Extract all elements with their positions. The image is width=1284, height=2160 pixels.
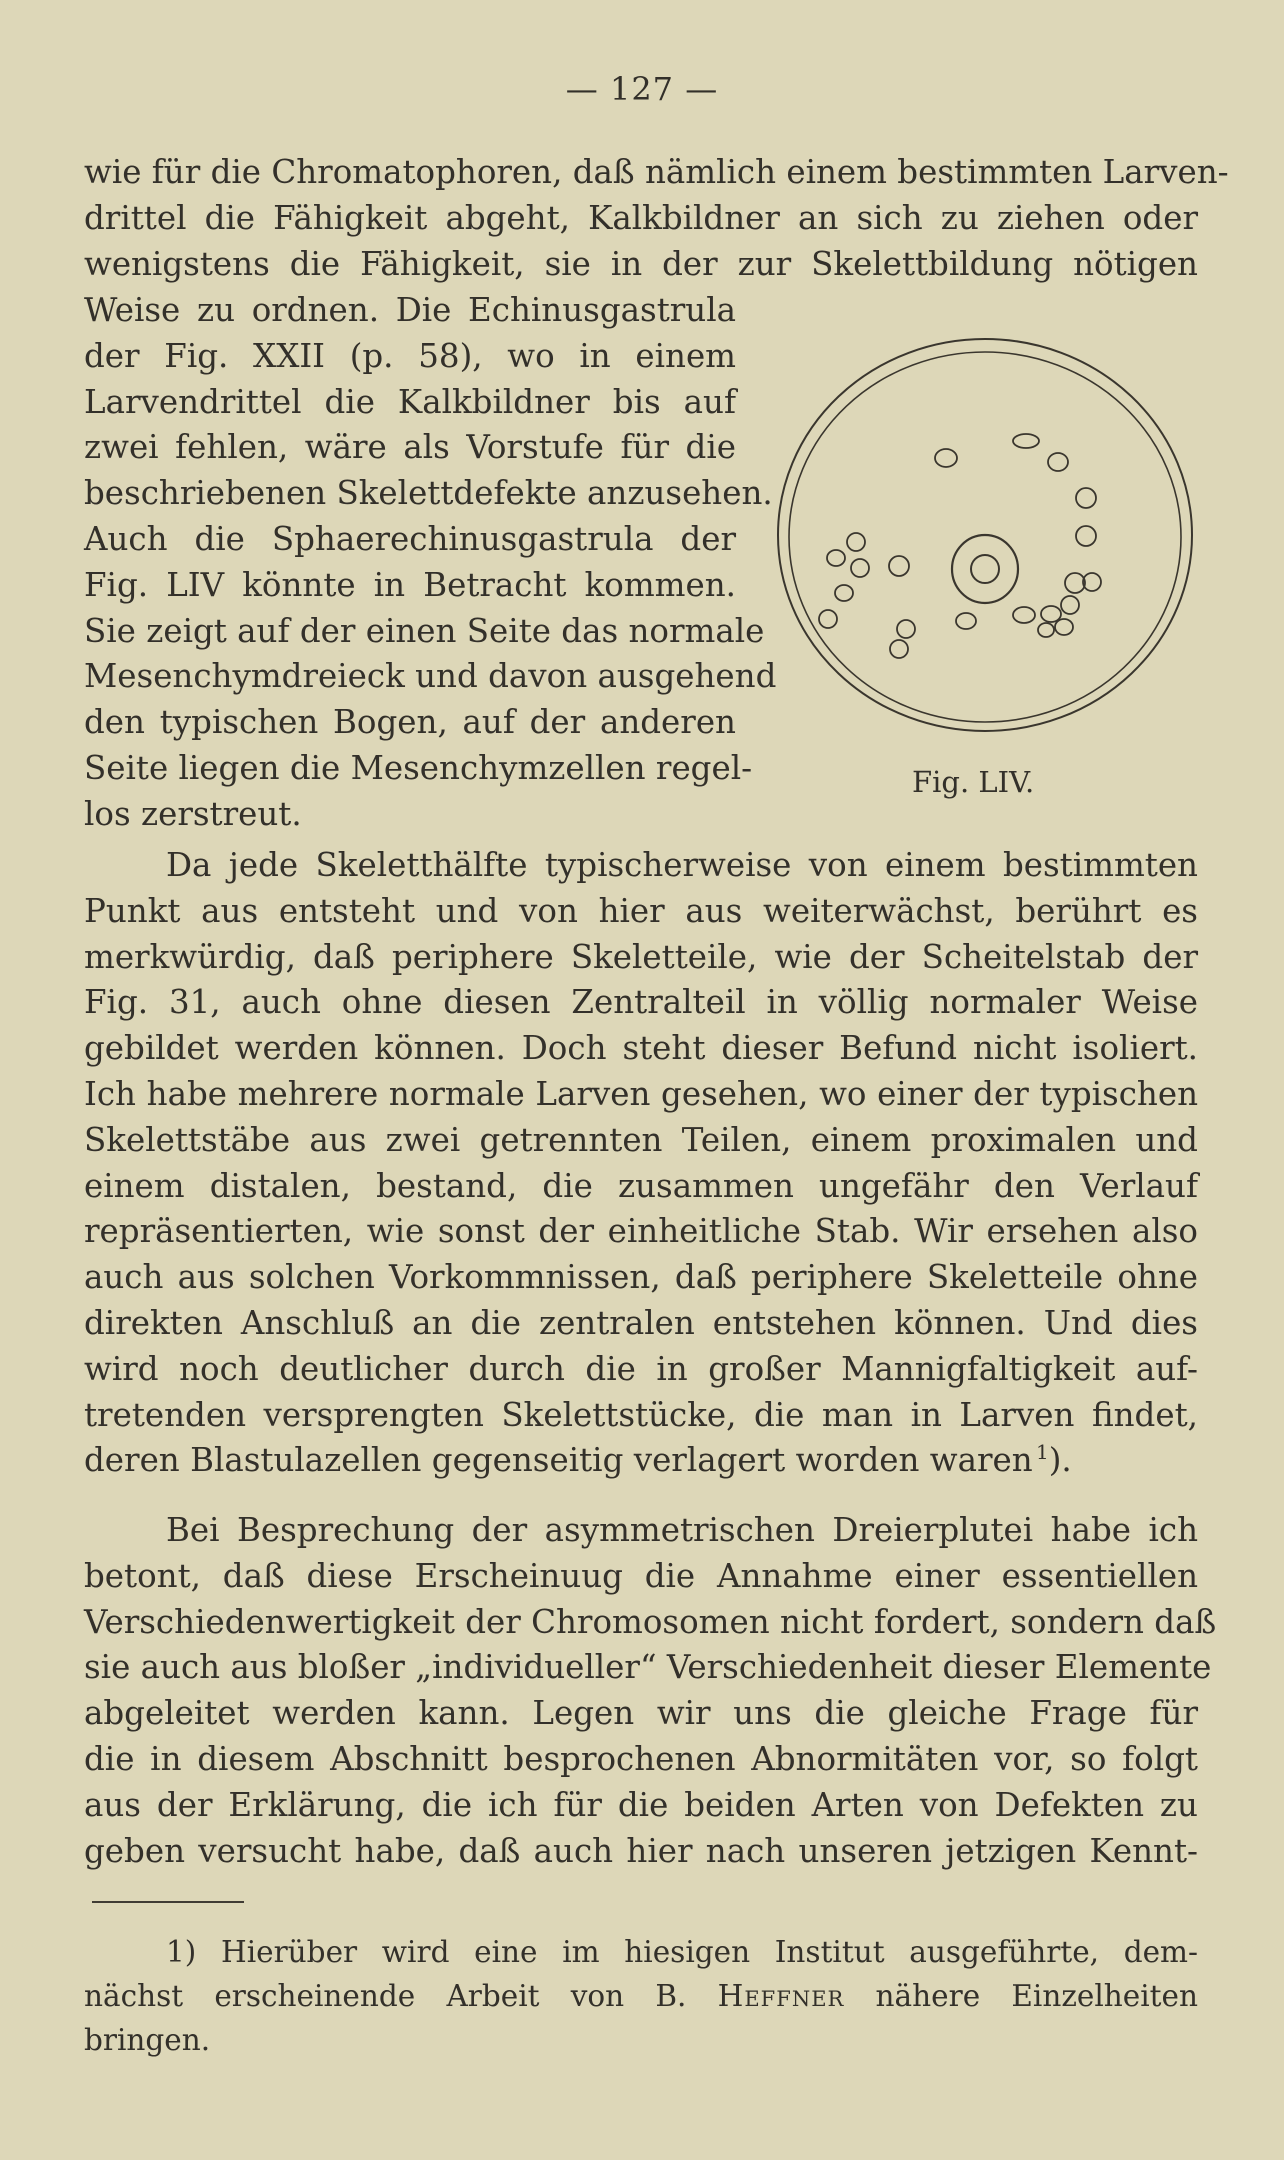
footnote-author: Heffner: [717, 1979, 845, 2013]
footnote-reference: 1: [1035, 1440, 1049, 1465]
text-line: Punkt aus entsteht und von hier aus weiterwächst, berührt es: [84, 891, 1198, 930]
text-line: Sie zeigt auf der einen Seite das normale: [84, 611, 765, 650]
page-number: — 127 —: [565, 70, 719, 108]
text-line: tretenden versprengten Skelettstücke, die man in Larven findet,: [84, 1395, 1198, 1434]
text-line: Seite liegen die Mesenchymzellen regel-: [84, 748, 753, 787]
text-line: Ich habe mehrere normale Larven gesehen, wo einer der typischen: [84, 1074, 1198, 1113]
text-line: Weise zu ordnen. Die Echinusgastrula: [84, 291, 736, 329]
footnote-line: bringen.: [84, 2023, 211, 2057]
text-line: Bei Besprechung der asymmetrischen Dreierplutei habe ich: [166, 1511, 1198, 1549]
text-line: merkwürdig, daß periphere Skeletteile, wie der Scheitelstab der: [84, 937, 1198, 976]
gastrula-figure: [770, 325, 1200, 745]
text-line: wenigstens die Fähigkeit, sie in der zur Skelettbildung nötigen: [84, 244, 1198, 283]
text-line: aus der Erklärung, die ich für die beiden Arten von Defekten zu: [84, 1785, 1198, 1824]
text-line: Auch die Sphaerechinusgastrula der: [84, 519, 736, 558]
footnote-text: nächst erscheinende Arbeit von B.: [84, 1979, 718, 2013]
text-line: einem distalen, bestand, die zusammen ungefähr den Verlauf: [84, 1166, 1198, 1205]
text-line: repräsentierten, wie sonst der einheitliche Stab. Wir ersehen also: [84, 1212, 1198, 1251]
text-line: den typischen Bogen, auf der anderen: [84, 703, 736, 742]
text-line-body: deren Blastulazellen gegenseitig verlagert worden waren: [84, 1441, 1033, 1480]
footnote: [84, 1930, 1198, 2062]
archenteron-ring: [952, 535, 1018, 603]
text-line: Mesenchymdreieck und davon ausgehend: [84, 657, 777, 696]
text-line: wird noch deutlicher durch die in großer Mannigfaltigkeit auf-: [84, 1349, 1198, 1388]
text-line: Skelettstäbe aus zwei getrennten Teilen, einem proximalen und: [84, 1120, 1198, 1159]
text-line: auch aus solchen Vorkommnissen, daß periphere Skeletteile ohne: [84, 1258, 1198, 1297]
text-line: Verschiedenwertigkeit der Chromosomen nicht fordert, sondern daß: [84, 1602, 1217, 1641]
text-line: geben versucht habe, daß auch hier nach unseren jetzigen Kennt-: [84, 1831, 1198, 1870]
text-line: [84, 1438, 1198, 1484]
text-line: Fig. 31, auch ohne diesen Zentralteil in völlig normaler Weise: [84, 983, 1198, 1022]
footnote-text: nähere Einzelheiten: [844, 1979, 1198, 2013]
text-line: betont, daß diese Erscheinuug die Annahme einer essentiellen: [84, 1556, 1198, 1595]
footnote-divider: [92, 1901, 244, 1903]
opening-lines: [84, 150, 1229, 287]
text-line: Fig. LIV könnte in Betracht kommen.: [84, 565, 736, 604]
text-line: direkten Anschluß an die zentralen entstehen können. Und dies: [84, 1303, 1198, 1342]
figure-caption: Fig. LIV.: [912, 765, 1035, 799]
paragraph-chromosomes: [84, 1508, 1217, 1874]
text-line: los zerstreut.: [84, 794, 302, 833]
text-line: gebildet werden können. Doch steht dieser Befund nicht isoliert.: [84, 1029, 1198, 1068]
text-line: Da jede Skeletthälfte typischerweise von einem bestimmten: [166, 846, 1198, 884]
text-line: drittel die Fähigkeit abgeht, Kalkbildner an sich zu ziehen oder: [84, 198, 1198, 237]
text-line: der Fig. XXII (p. 58), wo in einem: [84, 336, 736, 375]
text-line: sie auch aus bloßer „individueller“ Verschiedenheit dieser Elemente: [84, 1648, 1212, 1687]
text-beside-figure: [84, 288, 777, 838]
text-line: abgeleitet werden kann. Legen wir uns die gleiche Frage für: [84, 1694, 1198, 1733]
text-line: wie für die Chromatophoren, daß nämlich einem bestimmten Larven-: [84, 153, 1229, 191]
paragraph-skeleton: [84, 843, 1198, 1484]
text-line: zwei fehlen, wäre als Vorstufe für die: [84, 428, 736, 467]
text-line: beschriebenen Skelettdefekte anzusehen.: [84, 474, 773, 513]
text-line-end: ).: [1048, 1441, 1072, 1480]
footnote-line: [84, 1974, 1198, 2018]
text-line: die in diesem Abschnitt besprochenen Abnormitäten vor, so folgt: [84, 1739, 1198, 1778]
text-line: Larvendrittel die Kalkbildner bis auf: [84, 382, 736, 421]
archenteron-core: [971, 555, 999, 583]
footnote-line: 1) Hierüber wird eine im hiesigen Institut ausgeführte, dem-: [166, 1935, 1198, 1969]
